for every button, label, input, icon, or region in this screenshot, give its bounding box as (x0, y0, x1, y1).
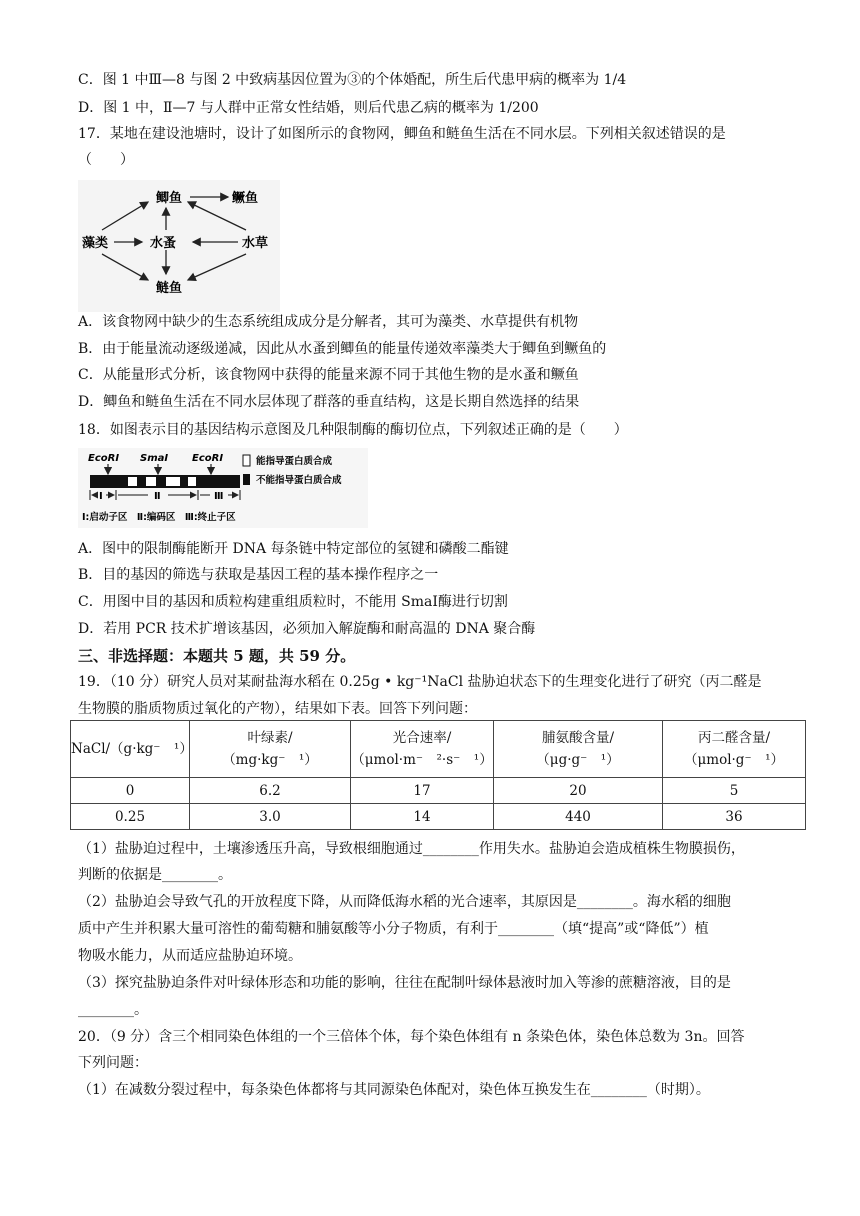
data-table (70, 720, 806, 830)
header-mda: 丙二醛含量/ （μmol·g⁻ ¹） (663, 721, 806, 778)
table-cell: 0.25 (71, 804, 190, 830)
q19-part3: （3）探究盐胁迫条件对叶绿体形态和功能的影响，往往在配制叶绿体悬液时加入等渗的蔗糖溶液，目的是 (78, 975, 731, 991)
question-19-cont: 生物膜的脂质物质过氧化的产物），结果如下表。回答下列问题： (78, 701, 477, 717)
question-17: 17．某地在建设池塘时，设计了如图所示的食物网，鲫鱼和鲢鱼生活在不同水层。下列相关叙述错误的是 (78, 126, 726, 142)
header-proline: 脯氨酸含量/ （μg·g⁻ ¹） (494, 721, 663, 778)
q18-option-a: A．图中的限制酶能断开 DNA 每条链中特定部位的氢键和磷酸二酯键 (78, 541, 509, 557)
node-silver-carp: 鲢鱼 (156, 281, 183, 296)
header-photosynthesis: 光合速率/ （μmol·m⁻ ²·s⁻ ¹） (351, 721, 494, 778)
ecori-label-left: EcoRⅠ (88, 453, 120, 464)
node-crucian: 鲫鱼 (156, 191, 183, 206)
table-cell: 0 (71, 778, 190, 804)
q18-option-c: C．用图中目的基因和质粒构建重组质粒时，不能用 SmaⅠ酶进行切割 (78, 594, 508, 610)
q18-option-d: D．若用 PCR 技术扩增该基因，必须加入解旋酶和耐高温的 DNA 聚合酶 (78, 621, 536, 637)
q17-option-b: B．由于能量流动逐级递减，因此从水蚤到鲫鱼的能量传递效率藻类大于鲫鱼到鳜鱼的 (78, 341, 607, 357)
section-3-heading: 三、非选择题：本题共 5 题，共 59 分。 (78, 647, 356, 665)
table-cell: 440 (494, 804, 663, 830)
node-algae: 藻类 (82, 236, 109, 251)
q17-option-d: D．鲫鱼和鲢鱼生活在不同水层体现了群落的垂直结构，这是长期自然选择的结果 (78, 394, 580, 410)
ecori-label-right: EcoRⅠ (192, 453, 224, 464)
region-ii: Ⅱ (154, 491, 161, 502)
q19-part1: （1）盐胁迫过程中，土壤渗透压升高，导致根细胞通过________作用失水。盐胁迫会造成植株生物膜损伤， (78, 841, 745, 857)
table-cell: 5 (663, 778, 806, 804)
question-20-cont: 下列问题： (78, 1055, 148, 1071)
food-web-diagram (78, 180, 280, 312)
question-18: 18．如图表示目的基因结构示意图及几种限制酶的酶切位点，下列叙述正确的是（ ） (78, 422, 628, 438)
legend-noncoding: 不能指导蛋白质合成 (256, 475, 342, 486)
node-waterweed: 水草 (242, 236, 269, 251)
table-cell: 17 (351, 778, 494, 804)
table-cell: 3.0 (190, 804, 351, 830)
q19-part2: （2）盐胁迫会导致气孔的开放程度下降，从而降低海水稻的光合速率，其原因是________。海水稻的细胞 (78, 894, 731, 910)
q18-option-b: B．目的基因的筛选与获取是基因工程的基本操作程序之一 (78, 567, 439, 583)
smai-label: SmaⅠ (140, 453, 169, 464)
node-mandarin-fish: 鳜鱼 (232, 191, 259, 206)
header-nacl: NaCl/（g·kg⁻ ¹） (71, 721, 190, 778)
table-cell: 6.2 (190, 778, 351, 804)
q17-option-c: C．从能量形式分析，该食物网中获得的能量来源不同于其他生物的是水蚤和鳜鱼 (78, 367, 579, 383)
table-header-row (71, 721, 806, 778)
region-i: Ⅰ (99, 491, 103, 502)
table-row (71, 804, 806, 830)
q20-part1: （1）在减数分裂过程中，每条染色体都将与其同源染色体配对，染色体互换发生在________（时期）。 (78, 1082, 710, 1098)
region-legend: Ⅰ:启动子区 Ⅱ:编码区 Ⅲ:终止子区 (82, 512, 236, 523)
gene-structure-diagram (78, 448, 368, 528)
table-cell: 20 (494, 778, 663, 804)
option-d-q16: D．图 1 中，Ⅱ—7 与人群中正常女性结婚，则后代患乙病的概率为 1/200 (78, 100, 539, 116)
q17-option-a: A．该食物网中缺少的生态系统组成成分是分解者，其可为藻类、水草提供有机物 (78, 314, 579, 330)
table-row (71, 778, 806, 804)
question-20: 20．（9 分）含三个相同染色体组的一个三倍体个体，每个染色体组有 n 条染色体，染色体总数为 3n。回答 (78, 1029, 745, 1045)
table-cell: 14 (351, 804, 494, 830)
option-c-q16: C．图 1 中Ⅲ—8 与图 2 中致病基因位置为③的个体婚配，所生后代患甲病的概率为 1/4 (78, 72, 627, 88)
q19-part1-cont: 判断的依据是________。 (78, 867, 232, 883)
q19-part2-cont: 质中产生并积累大量可溶性的葡萄糖和脯氨酸等小分子物质，有利于________（填“提高”或“降低”）植 (78, 921, 709, 937)
question-17-bracket: （ ） (78, 152, 134, 168)
q19-part3-cont: ________。 (78, 1002, 148, 1018)
table-cell: 36 (663, 804, 806, 830)
region-iii: Ⅲ (214, 491, 224, 502)
header-chlorophyll: 叶绿素/ （mg·kg⁻ ¹） (190, 721, 351, 778)
question-19: 19．（10 分）研究人员对某耐盐海水稻在 0.25g • kg⁻¹NaCl 盐胁迫状态下的生理变化进行了研究（丙二醛是 (78, 674, 762, 690)
q19-part2-cont2: 物吸水能力，从而适应盐胁迫环境。 (78, 948, 302, 964)
node-water-flea: 水蚤 (150, 236, 177, 251)
legend-coding: 能指导蛋白质合成 (256, 456, 333, 467)
